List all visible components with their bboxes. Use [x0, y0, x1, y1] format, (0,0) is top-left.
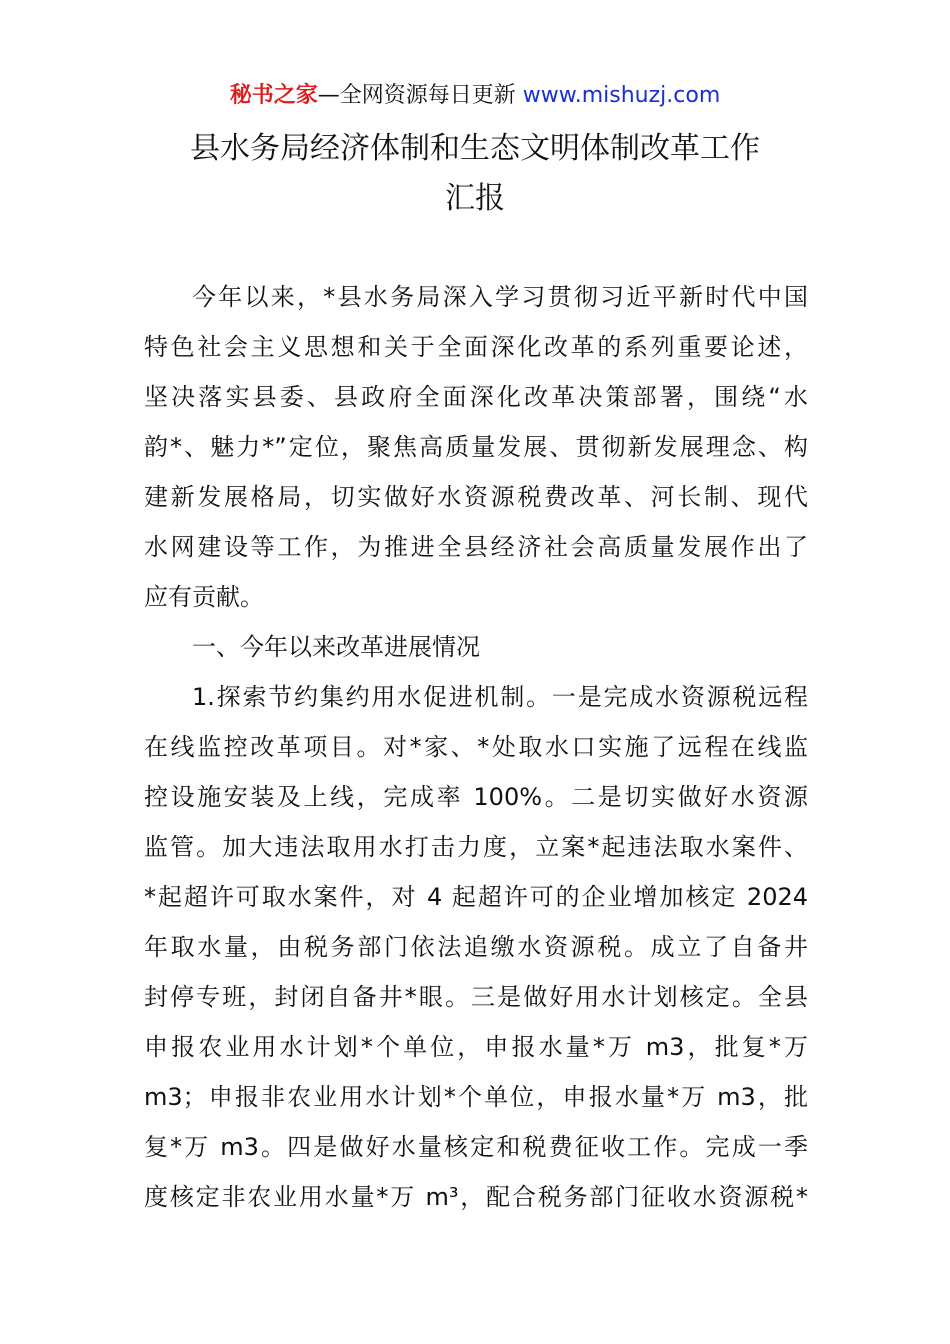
section-heading	[144, 622, 808, 672]
site-brand: 秘书之家	[229, 83, 318, 108]
site-header	[0, 80, 950, 112]
text-line: 建新发展格局，切实做好水资源税费改革、河长制、现代	[144, 483, 808, 511]
text-line: 监管。加大违法取用水打击力度，立案*起违法取水案件、	[144, 833, 808, 861]
text-line: 特色社会主义思想和关于全面深化改革的系列重要论述，	[144, 333, 808, 361]
text-line: *起超许可取水案件，对 4 起超许可的企业增加核定 2024	[144, 883, 808, 911]
text-line: 1.探索节约集约用水促进机制。一是完成水资源税远程	[192, 683, 808, 711]
document-title-line: 汇报	[445, 181, 505, 216]
text-line: 韵*、魅力*”定位，聚焦高质量发展、贯彻新发展理念、构	[144, 433, 808, 461]
text-line: 水网建设等工作，为推进全县经济社会高质量发展作出了	[144, 533, 808, 561]
document-title-line: 县水务局经济体制和生态文明体制改革工作	[190, 131, 760, 166]
paragraph-intro	[144, 272, 808, 622]
text-line: 在线监控改革项目。对*家、*处取水口实施了远程在线监	[144, 733, 808, 761]
paragraph-water-saving	[144, 672, 808, 1222]
text-line: 封停专班，封闭自备井*眼。三是做好用水计划核定。全县	[144, 983, 808, 1011]
text-line: 申报农业用水计划*个单位，申报水量*万 m3，批复*万	[144, 1033, 808, 1061]
site-tagline: —全网资源每日更新	[317, 83, 523, 108]
text-line: 今年以来，*县水务局深入学习贯彻习近平新时代中国	[192, 283, 808, 311]
text-line: 坚决落实县委、县政府全面深化改革决策部署，围绕“水	[144, 383, 808, 411]
text-line: 复*万 m3。四是做好水量核定和税费征收工作。完成一季	[144, 1133, 808, 1161]
text-line: 控设施安装及上线，完成率 100%。二是切实做好水资源	[144, 783, 808, 811]
site-url-link[interactable]: www.mishuzj.com	[522, 83, 721, 108]
document-body	[144, 272, 808, 1222]
text-line: 一、今年以来改革进展情况	[192, 633, 480, 661]
text-line: m3；申报非农业用水计划*个单位，申报水量*万 m3，批	[144, 1083, 808, 1111]
text-line: 应有贡献。	[144, 583, 264, 611]
text-line: 年取水量，由税务部门依法追缴水资源税。成立了自备井	[144, 933, 808, 961]
text-line: 度核定非农业用水量*万 m³，配合税务部门征收水资源税*	[144, 1183, 808, 1211]
document-title	[0, 124, 950, 224]
